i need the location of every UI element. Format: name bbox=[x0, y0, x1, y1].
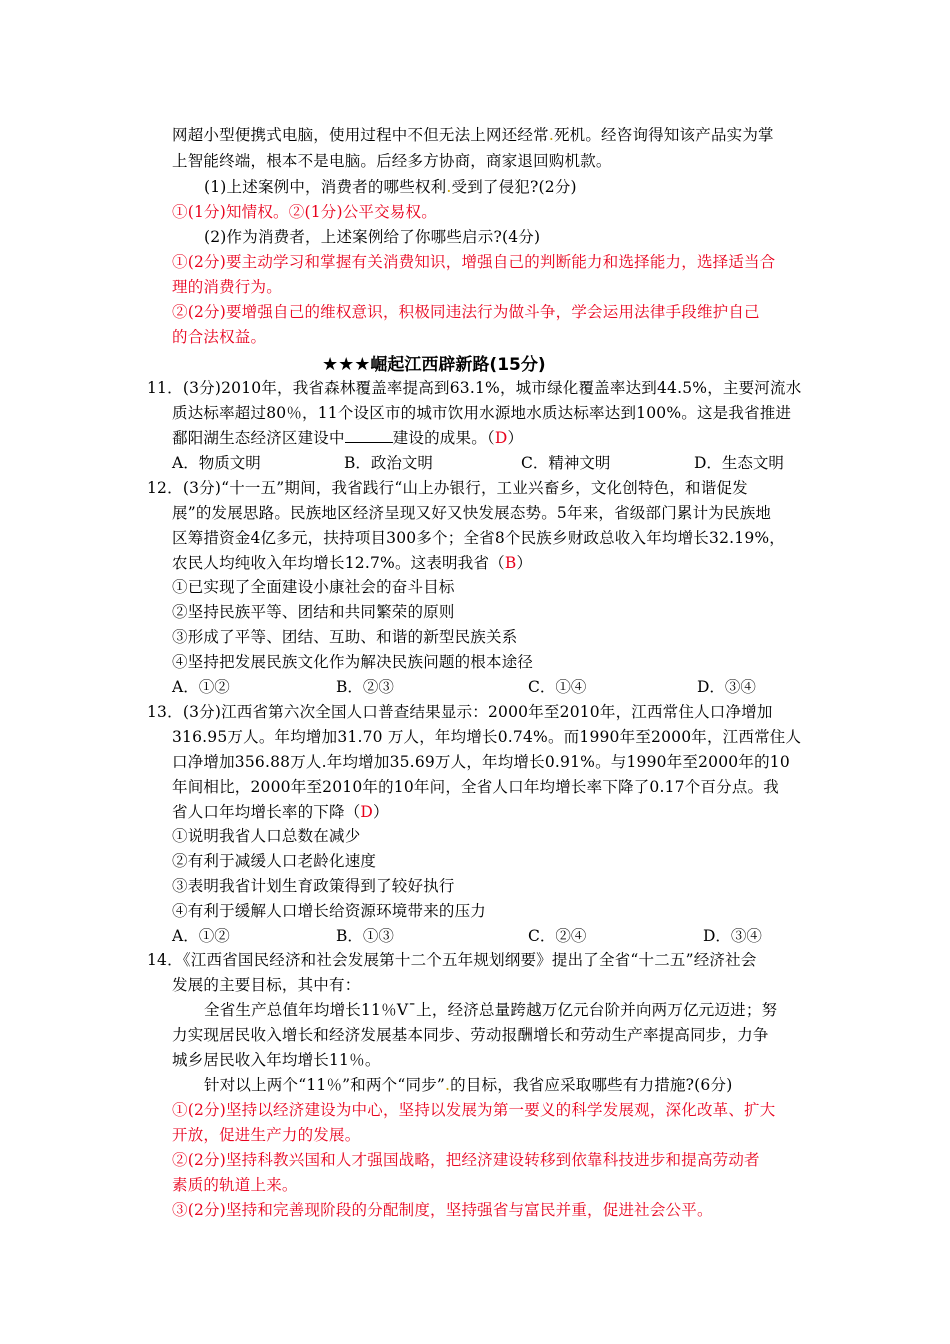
q12-stem: 12．(3分)“十一五”期间，我省践行“山上办银行，工业兴畜乡，文化创特色，和谐促发 bbox=[147, 479, 748, 497]
q12-statement: ④坚持把发展民族文化作为解决民族问题的根本途径 bbox=[172, 653, 534, 671]
q12-stem: 农民人均纯收入年均增长12.7%。这表明我省（B） bbox=[172, 554, 533, 572]
q11-option-d: D．生态文明 bbox=[694, 454, 784, 472]
q13-stem: 口净增加356.88万人.年均增加35.69万人，年均增长0.91%。与1990年至2000年的10 bbox=[172, 753, 790, 771]
case-text-line: 网超小型便携式电脑，使用过程中不但无法上网还经常.死机。经咨询得知该产品实为掌 bbox=[172, 126, 774, 144]
q12-option-d: D．③④ bbox=[697, 678, 756, 696]
q13-option-a: A．①② bbox=[172, 927, 230, 945]
q13-statement: ④有利于缓解人口增长给资源环境带来的压力 bbox=[172, 902, 487, 920]
q10-answer-3: 的合法权益。 bbox=[172, 328, 267, 346]
section-title: ★★★崛起江西辟新路(15分) bbox=[322, 354, 546, 375]
q14-quote: 全省生产总值年均增长11％V¯上，经济总量跨越万亿元台阶并向两万亿元迈进；努 bbox=[204, 1001, 778, 1019]
q14-stem: 14．《江西省国民经济和社会发展第十二个五年规划纲要》提出了全省“十二五”经济社会 bbox=[147, 951, 757, 969]
fill-blank bbox=[345, 428, 393, 443]
q13-answer: D bbox=[360, 803, 374, 821]
q10-answer-1: ①(1分)知情权。②(1分)公平交易权。 bbox=[172, 203, 437, 221]
q10-answer-2: ①(2分)要主动学习和掌握有关消费知识，增强自己的判断能力和选择能力，选择适当合 bbox=[172, 253, 776, 271]
q12-statement: ②坚持民族平等、团结和共同繁荣的原则 bbox=[172, 603, 455, 621]
q11-answer: D bbox=[494, 429, 508, 447]
q12-statement: ①已实现了全面建设小康社会的奋斗目标 bbox=[172, 578, 455, 596]
q13-option-d: D．③④ bbox=[703, 927, 762, 945]
q13-stem: 年间相比，2000年至2010年的10年问，全省人口年均增长率下降了0.17个百分点。我 bbox=[172, 778, 779, 796]
q12-stem: 区筹措资金4亿多元，扶持项目300多个；全省8个民族乡财政总收入年均增长32.19%， bbox=[172, 529, 786, 547]
q14-quote: 城乡居民收入年均增长11％。 bbox=[172, 1051, 381, 1069]
q12-option-c: C．①④ bbox=[528, 678, 587, 696]
q14-answer-2: 素质的轨道上来。 bbox=[172, 1176, 298, 1194]
q11-option-c: C．精神文明 bbox=[521, 454, 611, 472]
q10-answer-3: ②(2分)要增强自己的维权意识，积极同违法行为做斗争，学会运用法律手段维护自己 bbox=[172, 303, 760, 321]
q12-option-b: B．②③ bbox=[336, 678, 394, 696]
q14-answer-3: ③(2分)坚持和完善现阶段的分配制度，坚持强省与富民并重，促进社会公平。 bbox=[172, 1201, 713, 1219]
q12-stem: 展”的发展思路。民族地区经济呈现又好又快发展态势。5年来，省级部门累计为民族地 bbox=[172, 504, 772, 522]
q13-option-c: C．②④ bbox=[528, 927, 587, 945]
q13-stem: 13．(3分)江西省第六次全国人口普查结果显示：2000年至2010年，江西常住人口净增加 bbox=[147, 703, 773, 721]
q10-answer-2: 理的消费行为。 bbox=[172, 278, 282, 296]
q13-statement: ②有利于减缓人口老龄化速度 bbox=[172, 852, 377, 870]
q11-stem: 鄱阳湖生态经济区建设中 建设的成果。（D） bbox=[172, 429, 524, 447]
q13-stem: 省人口年均增长率的下降（D） bbox=[172, 803, 389, 821]
q12-option-a: A．①② bbox=[172, 678, 230, 696]
q12-statement: ③形成了平等、团结、互助、和谐的新型民族关系 bbox=[172, 628, 518, 646]
q14-stem: 发展的主要目标，其中有： bbox=[172, 976, 361, 994]
q11-option-b: B．政治文明 bbox=[344, 454, 433, 472]
case-text-line: 上智能终端，根本不是电脑。后经多方协商，商家退回购机款。 bbox=[172, 152, 612, 170]
q12-answer: B bbox=[504, 554, 517, 572]
q11-option-a: A．物质文明 bbox=[172, 454, 261, 472]
star-icon: ★★★ bbox=[322, 354, 371, 375]
q14-quote: 力实现居民收入增长和经济发展基本同步、劳动报酬增长和劳动生产率提高同步，力争 bbox=[172, 1026, 769, 1044]
q10-subquestion-1: (1)上述案例中，消费者的哪些权利.受到了侵犯?(2分) bbox=[204, 178, 577, 196]
q13-statement: ①说明我省人口总数在减少 bbox=[172, 827, 361, 845]
q13-stem: 316.95万人。年均增加31.70 万人，年均增长0.74%。而1990年至2000年，江西常住人 bbox=[172, 728, 802, 746]
q11-stem: 11．(3分)2010年，我省森林覆盖率提高到63.1%，城市绿化覆盖率达到44.5%，主要河流水 bbox=[147, 379, 802, 397]
q14-answer-1: 开放，促进生产力的发展。 bbox=[172, 1126, 361, 1144]
q10-subquestion-2: (2)作为消费者，上述案例给了你哪些启示?(4分) bbox=[204, 228, 541, 246]
q13-statement: ③表明我省计划生育政策得到了较好执行 bbox=[172, 877, 455, 895]
q14-answer-1: ①(2分)坚持以经济建设为中心，坚持以发展为第一要义的科学发展观，深化改革、扩大 bbox=[172, 1101, 776, 1119]
q11-stem: 质达标率超过80％，11个设区市的城市饮用水源地水质达标率达到100%。这是我省推进 bbox=[172, 404, 792, 422]
q14-question: 针对以上两个“11％”和两个“同步”.的目标，我省应采取哪些有力措施?(6分) bbox=[204, 1076, 733, 1094]
q14-answer-2: ②(2分)坚持科教兴国和人才强国战略，把经济建设转移到依靠科技进步和提高劳动者 bbox=[172, 1151, 760, 1169]
q13-option-b: B．①③ bbox=[336, 927, 394, 945]
